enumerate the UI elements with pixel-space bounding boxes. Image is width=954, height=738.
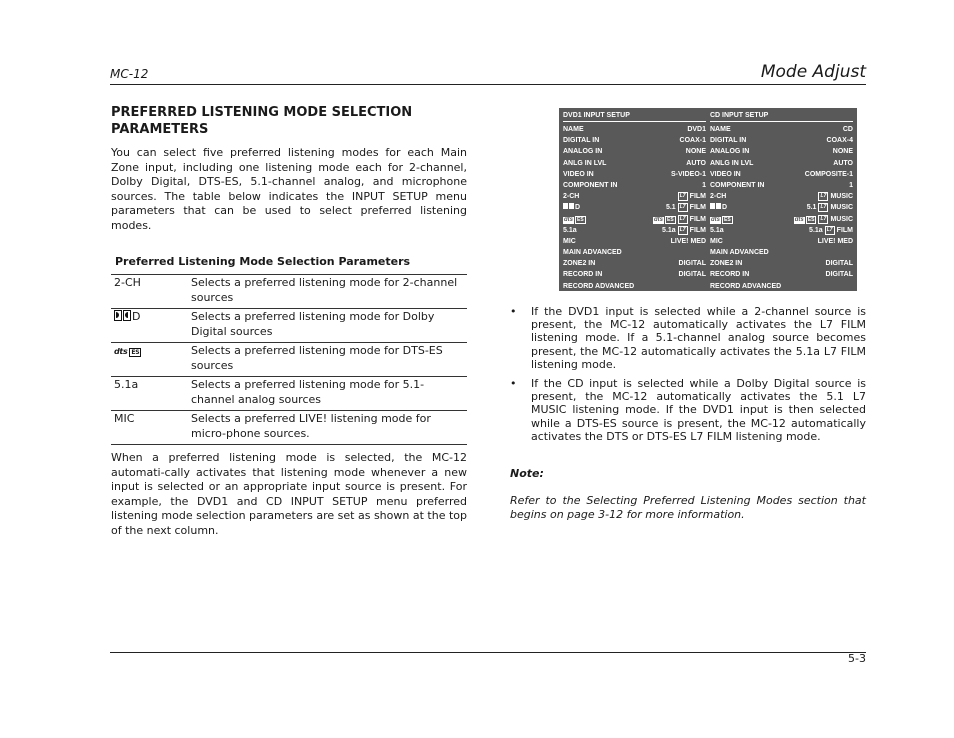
panel-row-label [563,202,580,213]
panel-row-label [563,124,584,135]
panel-title: CD INPUT SETUP [710,112,853,122]
panel-row-value [833,146,853,157]
panel-row-value [826,258,853,269]
panel-row-label [563,214,586,225]
l7-logo-icon: L7 [678,226,688,235]
panel-row [563,135,706,146]
dts-logo-text: dts [654,216,663,223]
param-key-text: D [132,310,141,323]
panel-row-label-text: RECORD IN [563,271,603,279]
panel-row-label-text: VIDEO IN [710,170,741,178]
dts-es-logo-icon [653,214,676,225]
panel-row-label [563,158,606,169]
table-row [111,411,467,445]
param-desc: Selects a preferred listening mode for 5.1-channel analog sources [188,377,467,411]
panel-row [710,202,853,213]
panel-row [710,135,853,146]
l7-logo-icon: L7 [818,192,828,201]
param-desc: Selects a preferred listening mode for DTS-ES sources [188,343,467,377]
panel-row-value [686,146,706,157]
panel-row [563,214,706,225]
panel-row-value [653,214,706,225]
es-logo-text: ES [131,348,140,356]
l7-logo-icon: L7 [678,215,688,224]
panel-row-label-text: RECORD ADVANCED [710,282,782,290]
panel-row [563,169,706,180]
header-section-title: Mode Adjust [760,62,866,82]
panel-row-label [563,225,577,236]
panel-rows [710,124,853,292]
panel-row-label-text: ANALOG IN [710,148,750,156]
dolby-box-right [716,203,721,209]
panel-row [563,124,706,135]
panel-row-value-text: COAX-4 [826,137,853,145]
panel-rows [563,124,706,292]
parameters-table [111,274,467,445]
panel-row [710,225,853,236]
panel-row-label-text: MAIN ADVANCED [710,249,769,257]
panel-row [563,247,706,258]
panel-row-label-text: ZONE2 IN [563,260,596,268]
l7-logo-icon: L7 [818,215,828,224]
panel-row-value-text: DIGITAL [678,260,706,268]
panel-row-label-text: DIGITAL IN [710,137,747,145]
panel-row [563,236,706,247]
panel-row-value [809,225,853,236]
dolby-box-right [569,203,574,209]
panel-row [563,158,706,169]
panel-row-label [563,146,602,157]
panel-row-label [710,169,741,180]
panel-row-label-text: 5.1a [710,226,724,234]
page-number: 5-3 [848,652,866,665]
es-logo-text: ES [807,216,815,223]
panel-row-label [563,247,622,258]
panel-row-label [563,169,594,180]
panel-row-label-text: 2-CH [563,193,580,201]
panel-row-label [563,281,634,292]
panel-row-value [679,269,706,280]
dts-es-logo-icon [794,214,817,225]
note-text: Refer to the Selecting Preferred Listening Modes section that begins on page 3-12 for more information. [510,494,866,522]
dts-logo-text: dts [564,216,573,223]
table-row [111,275,467,309]
panel-row-value [679,258,706,269]
panel-row [710,269,853,280]
panel-row [710,247,853,258]
panel-row-value [816,191,853,202]
panel-row-label [710,146,749,157]
panel-row-label-text: 2-CH [710,193,727,201]
panel-row-value [671,236,706,247]
panel-row-value [686,158,706,169]
panel-row-value-text: FILM [836,226,853,234]
panel-row-value [671,169,706,180]
panel-row-value-text: LIVE! MED [670,237,706,245]
panel-row-value [794,214,853,225]
panel-row-label [710,180,764,191]
param-desc: Selects a preferred listening mode for 2-channel sources [188,275,467,309]
panel-row-label [710,225,724,236]
panel-row-label-text: 5.1a [563,226,577,234]
panel-row-value [843,124,853,135]
panel-row-label [710,202,727,213]
panel-row-label-text: COMPONENT IN [563,181,618,189]
panel-row-label [710,214,733,225]
panel-row-label-text: ANLG IN LVL [710,159,754,167]
l7-logo-icon: L7 [678,203,688,212]
es-logo-text: ES [667,216,674,223]
panel-row-label-text: COMPONENT IN [710,181,765,189]
table-row [111,343,467,377]
list-item: • If the CD input is selected while a Dolby Digital source is present, the MC-12 automatically activates the 5.1 L7 MUSIC listening mode. If the DVD1 input is then selected while a DTS-ES source is present, the MC-12 automatically activates the DTS or DTS-ES L7 FILM listening mode. [510,377,866,443]
panel-row-value [849,180,853,191]
table-row [111,309,467,343]
panel-row [563,281,706,292]
panel-row [710,158,853,169]
panel-row-value-text: NONE [832,148,853,156]
panel-row-label-text: RECORD ADVANCED [563,282,635,290]
panel-row [563,258,706,269]
bullet-list [510,305,866,443]
l7-logo-icon: L7 [818,203,828,212]
param-key: MIC [111,411,188,445]
panel-row-value-text: FILM [689,226,706,234]
panel-row-value [662,225,706,236]
panel-row-label [710,236,723,247]
panel-row-label-text: NAME [710,126,731,133]
cd-input-setup-panel [706,108,857,291]
l7-logo-icon: L7 [678,192,688,201]
panel-row-label [563,135,599,146]
dolby-digital-logo-icon [710,202,722,213]
panel-row-prefix: 5.1a [809,226,823,234]
panel-row-label-text: DIGITAL IN [563,137,600,145]
panel-row-label [563,236,576,247]
panel-row-label [563,269,602,280]
panel-row-value [676,191,706,202]
panel-row-value-text: FILM [689,204,706,212]
dolby-box-left [563,203,568,209]
panel-row-label [710,191,726,202]
param-key: 2-CH [111,275,188,309]
panel-row-value-text: COMPOSITE-1 [804,170,853,178]
panel-row-value-text: FILM [689,215,706,223]
panel-row-value [680,135,706,146]
dts-logo-text: dts [114,347,128,356]
panel-row-value-text: FILM [689,193,706,201]
section-title: PREFERRED LISTENING MODE SELECTION PARAMETERS [111,105,413,137]
panel-row-label [710,281,781,292]
dts-logo-text: dts [794,216,804,223]
panel-row-value-text: DIGITAL [678,271,706,279]
panel-row [710,281,853,292]
panel-row-value [805,169,853,180]
panel-row-label-text: ANLG IN LVL [563,159,607,167]
panel-row-value [687,124,706,135]
panel-row [563,225,706,236]
panel-row-value-text: CD [842,126,853,133]
panel-row-prefix: 5.1 [665,204,676,212]
panel-row-prefix: 5.1a [662,226,676,234]
panel-row [710,214,853,225]
panel-row-label [710,247,769,258]
panel-row [563,269,706,280]
panel-row-label [710,269,749,280]
panel-title: DVD1 INPUT SETUP [563,112,706,122]
panel-row-value-text: S-VIDEO-1 [670,170,706,178]
panel-row-label-text: MIC [563,237,576,245]
panel-row-value-text: AUTO [833,159,853,167]
panel-row-value [826,269,853,280]
panel-row-value-text: COAX-1 [679,137,706,145]
panel-row [563,146,706,157]
panel-row [563,180,706,191]
panel-row-label [710,158,753,169]
panel-row-label-text: ZONE2 IN [710,260,743,268]
panel-row-value-text: AUTO [686,159,706,167]
param-key [111,343,188,377]
panel-row [710,146,853,157]
panel-row-value-text: 1 [849,181,853,189]
panel-row-label-text: D [722,204,728,212]
panel-row-prefix: 5.1 [806,204,817,212]
l7-logo-icon: L7 [825,226,835,235]
es-logo-text: ES [577,216,584,223]
panel-row [710,180,853,191]
panel-row-label-text: MIC [710,237,723,245]
panel-row-label-text: ANALOG IN [563,148,603,156]
panel-row-label [563,180,617,191]
panel-row [710,169,853,180]
dolby-box-left [710,203,715,209]
panel-row-label-text: MAIN ADVANCED [563,249,622,257]
panel-row-value [666,202,706,213]
intro-paragraph: You can select five preferred listening modes for each Main Zone input, including one listening mode each for 2-channel, Dolby Digital, DTS-ES, 5.1-channel analog, and microphone sources. The table below indicates the INPUT SETUP menu parameters that can be used to select preferred listening modes. [111,146,467,232]
param-desc: Selects a preferred listening mode for Dolby Digital sources [188,309,467,343]
panel-row-label-text: VIDEO IN [563,170,594,178]
param-key [111,309,188,343]
panel-row-value-text: DVD1 [687,126,706,133]
left-column [111,104,467,538]
right-column [510,305,866,522]
panel-row-label-text: NAME [563,126,584,133]
dts-es-logo-icon [114,345,141,360]
panel-row-value [818,236,853,247]
panel-row-label [710,258,742,269]
panel-row-label-text: D [575,204,581,212]
panel-row-label [563,258,595,269]
panel-row-value-text: MUSIC [830,193,853,201]
panel-row [563,191,706,202]
panel-row-value-text: LIVE! MED [817,237,853,245]
panel-row-value-text: MUSIC [830,215,853,223]
param-desc: Selects a preferred LIVE! listening mode for micro-phone sources. [188,411,467,445]
table-caption: Preferred Listening Mode Selection Parameters [115,255,411,268]
panel-row-label [710,135,746,146]
panel-row [710,236,853,247]
dolby-digital-logo-icon [114,310,132,326]
panel-row-label [710,124,731,135]
dts-logo-text: dts [711,216,720,223]
dts-es-logo-icon [710,214,733,225]
es-logo-text: ES [724,216,731,223]
panel-row-value-text: 1 [702,181,706,189]
note-label: Note: [510,467,544,481]
dolby-digital-logo-icon [563,202,575,213]
header-doc-id: MC-12 [110,67,149,81]
param-key: 5.1a [111,377,188,411]
panel-row [710,191,853,202]
dts-es-logo-icon [563,214,586,225]
panel-row-value-text: DIGITAL [825,271,853,279]
header-rule [110,84,866,85]
panel-row-value-text: MUSIC [830,204,853,212]
panel-row [710,124,853,135]
panel-row-value-text: DIGITAL [825,260,853,268]
panel-row-label [563,191,579,202]
panel-row-value [807,202,853,213]
footer-rule [110,652,866,653]
table-row [111,377,467,411]
panel-row-value [833,158,853,169]
panel-row-value-text: NONE [685,148,706,156]
panel-row [710,258,853,269]
panel-row-value [827,135,853,146]
panel-row-label-text: RECORD IN [710,271,750,279]
list-item: • If the DVD1 input is selected while a 2-channel source is present, the MC-12 automatically activates the L7 FILM listening mode. If a 5.1-channel analog source becomes present, the MC-12 automatically activates the 5.1a L7 FILM listening mode. [510,305,866,371]
followup-paragraph: When a preferred listening mode is selected, the MC-12 automati-cally activates that listening mode whenever a new input is selected or an appropriate input source is present. For example, the DVD1 and CD INPUT SETUP menu preferred listening mode selection parameters are set as shown at the top of the next column. [111,451,467,537]
panel-row [563,202,706,213]
dvd1-input-setup-panel [559,108,710,291]
